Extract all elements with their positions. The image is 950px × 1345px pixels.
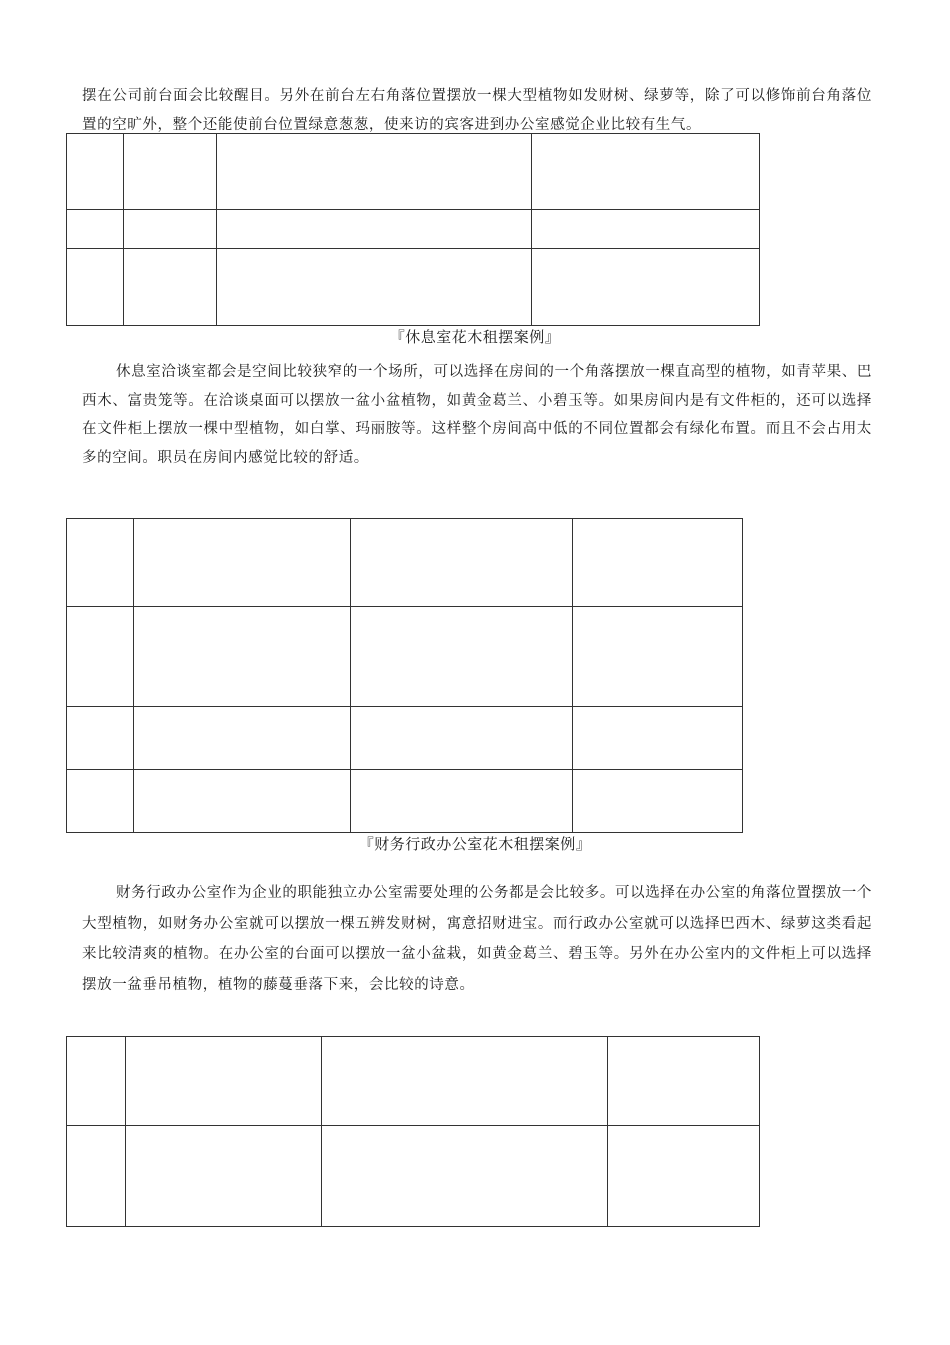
table-cell xyxy=(573,607,743,707)
table-cell xyxy=(126,1126,322,1227)
table-cell xyxy=(573,519,743,607)
table-cell xyxy=(608,1037,760,1126)
section-heading-lounge: 『休息室花木租摆案例』 xyxy=(389,328,561,346)
photo-table-1 xyxy=(66,133,760,326)
table-cell xyxy=(217,134,532,210)
table-cell xyxy=(126,1037,322,1126)
table-cell xyxy=(67,134,124,210)
table-cell xyxy=(134,707,351,770)
table-cell xyxy=(532,134,760,210)
table-cell xyxy=(124,210,217,249)
table-cell xyxy=(532,249,760,326)
table-cell xyxy=(217,210,532,249)
table-cell xyxy=(67,249,124,326)
table-cell xyxy=(573,770,743,833)
photo-table-2 xyxy=(66,518,743,833)
table-cell xyxy=(351,770,573,833)
table-cell xyxy=(322,1037,608,1126)
table-cell xyxy=(351,519,573,607)
table-cell xyxy=(351,707,573,770)
table-cell xyxy=(134,519,351,607)
section-heading-finance-office: 『财务行政办公室花木租摆案例』 xyxy=(358,835,592,853)
table-cell xyxy=(134,770,351,833)
table-cell xyxy=(134,607,351,707)
table-cell xyxy=(67,770,134,833)
section-paragraph-lounge: 休息室洽谈室都会是空间比较狭窄的一个场所，可以选择在房间的一个角落摆放一棵直高型的植物，如青苹果、巴西木、富贵笼等。在洽谈桌面可以摆放一盆小盆植物，如黄金葛兰、小碧玉等。如果房间内是有文件柜的，还可以选择在文件柜上摆放一棵中型植物，如白掌、玛丽胺等。这样整个房间高中低的不同位置都会有绿化布置。而且不会占用太多的空间。职员在房间内感觉比较的舒适。 xyxy=(82,364,872,466)
table-cell xyxy=(67,519,134,607)
table-cell xyxy=(67,607,134,707)
table-cell xyxy=(124,249,217,326)
table-cell xyxy=(217,249,532,326)
table-cell xyxy=(573,707,743,770)
table-cell xyxy=(322,1126,608,1227)
table-cell xyxy=(532,210,760,249)
table-cell xyxy=(67,1126,126,1227)
table-cell xyxy=(67,210,124,249)
intro-paragraph: 摆在公司前台面会比较醒目。另外在前台左右角落位置摆放一棵大型植物如发财树、绿萝等，除了可以修饰前台角落位置的空旷外，整个还能使前台位置绿意葱葱，使来访的宾客进到办公室感觉企业比较有生气。 xyxy=(82,88,872,133)
table-cell xyxy=(124,134,217,210)
table-cell xyxy=(351,607,573,707)
table-cell xyxy=(67,1037,126,1126)
photo-table-3 xyxy=(66,1036,760,1227)
section-paragraph-finance-office: 财务行政办公室作为企业的职能独立办公室需要处理的公务都是会比较多。可以选择在办公室的角落位置摆放一个大型植物，如财务办公室就可以摆放一棵五辨发财树，寓意招财进宝。而行政办公室就可以选择巴西木、绿萝这类看起来比较清爽的植物。在办公室的台面可以摆放一盆小盆栽，如黄金葛兰、碧玉等。另外在办公室内的文件柜上可以选择摆放一盆垂吊植物，植物的藤蔓垂落下来，会比较的诗意。 xyxy=(82,885,872,993)
table-cell xyxy=(608,1126,760,1227)
table-cell xyxy=(67,707,134,770)
